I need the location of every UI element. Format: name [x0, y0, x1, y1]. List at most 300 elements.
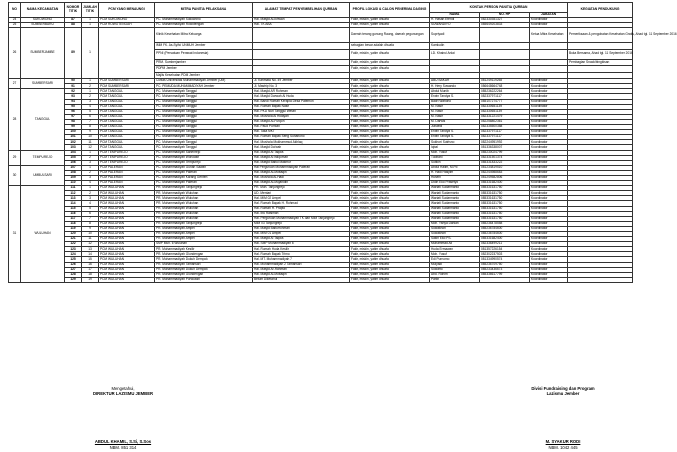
cell-jt: 2	[82, 155, 99, 160]
cell-mitra: PC. Muhammadiyah Paleran	[155, 181, 253, 186]
cell-mitra: IMM FK. As-Syifa' UNMUH Jember	[155, 43, 253, 50]
cell-alamat: Hal. Masjid AR Rohman	[253, 89, 350, 94]
cell-profil: Fakir, miskin, yatim dhuafa	[350, 206, 430, 211]
cell-alamat: Hal Perguruan Muhammadiyah Paleran	[253, 165, 350, 170]
cell-alamat: Hal. Muhammadiyah 2 Tamansari	[253, 262, 350, 267]
cell-profil: Fakir, miskin, yatim dhuafa	[350, 155, 430, 160]
cell-mitra: PR. Muhammadiyah Glundengan	[155, 252, 253, 257]
cell-nt: 107	[65, 165, 82, 170]
cell-profil: Fakir, miskin, yatim dhuafa	[350, 114, 430, 119]
cell-alamat	[253, 28, 350, 43]
table-row	[9, 28, 633, 43]
cell-profil: Fakir, miskin, yatim dhuafa	[350, 109, 430, 114]
cell-profil: Fakir, miskin, yatim dhuafa	[350, 191, 430, 196]
cell-jt: 3	[82, 160, 99, 165]
cell-profil: Fakir, miskin, yatim dhuafa	[350, 94, 430, 99]
cell-nt: 116	[65, 211, 82, 216]
cell-profil: Fakir, miskin, yatim dhuafa	[350, 257, 430, 262]
cell-nt: 109	[65, 175, 82, 180]
cell-no: 25	[9, 23, 21, 28]
cell-nt: 121	[65, 237, 82, 242]
cell-profil: Fakir, miskin, yatim dhuafa	[350, 160, 430, 165]
cell-jab: Koordinator	[530, 94, 568, 99]
cell-hp: 081234819510	[480, 165, 530, 170]
cell-nama: Parlin	[430, 277, 480, 282]
cell-kec: WULUHAN	[21, 186, 65, 283]
cell-profil: Fakir, miskin, yatim dhuafa	[350, 104, 430, 109]
cell-nt: 94	[65, 99, 82, 104]
cell-jt: 5	[82, 206, 99, 211]
cell-jab: Koordinator	[530, 221, 568, 226]
cell-profil: Fakir, miskin, yatim dhuafa	[350, 267, 430, 272]
signature-right-title: Lazismu Jember	[546, 391, 580, 396]
cell-alamat: Hal. MIM 02 Ampel	[253, 196, 350, 201]
cell-jab: Koordinator	[530, 257, 568, 262]
cell-mitra: Civitas Universitas Muhammadiyah Jember (UM)	[155, 79, 253, 84]
cell-jt: 6	[82, 114, 99, 119]
cell-nt: 128	[65, 272, 82, 277]
cell-mitra: PR. Muhammadiyah Wuluhan	[155, 196, 253, 201]
table-row	[9, 277, 633, 282]
cell-hp	[480, 277, 530, 282]
cell-nt: 113	[65, 196, 82, 201]
cell-alamat: Hal. Rumah Huda Kesilir	[253, 247, 350, 252]
cell-nama: M. Nasir	[430, 104, 480, 109]
cell-mitra: PR. Muhammadiyah Wuluhan	[155, 211, 253, 216]
cell-jab: Koordinator	[530, 145, 568, 150]
cell-hp: 082302237503	[480, 252, 530, 257]
cell-mitra: SMP Muh. 6 Wuluhan	[155, 242, 253, 247]
cell-jab: Koordinator	[530, 247, 568, 252]
cell-mitra: PC. Muhammadiyah Tanggul	[155, 104, 253, 109]
cell-profil: Fakir, miskin, yatim dhuafa	[350, 59, 430, 66]
cell-profil: Fakir, miskin, yatim dhuafa	[350, 272, 430, 277]
table-body	[9, 17, 677, 283]
cell-nt: 97	[65, 114, 82, 119]
cell-mitra: PC. Muhammadiyah Tanggul	[155, 119, 253, 124]
cell-hp: 081334990574	[480, 257, 530, 262]
cell-pcm: PCM TANGGUL	[99, 130, 155, 135]
cell-nama: SUWANDIYO	[430, 23, 480, 28]
cell-no: 24	[9, 18, 21, 23]
cell-nama: Moh. Yusuf	[430, 252, 480, 257]
cell-jab: Koordinator	[530, 272, 568, 277]
cell-mitra: PR. Muhammadiyah Ampel	[155, 237, 253, 242]
cell-jab: Koordinator	[530, 226, 568, 231]
cell-nt: 106	[65, 160, 82, 165]
header-kegiatan: KEGIATAN PENDUKUNG	[568, 3, 633, 18]
cell-alamat: Hal. MIM 01 Ampel	[253, 232, 350, 237]
cell-profil: Fakir, miskin, yatim dhuafa	[350, 196, 430, 201]
cell-nama: Wariati Sudarmanto	[430, 191, 480, 196]
cell-profil: Fakir, miskin, yatim dhuafa	[350, 165, 430, 170]
cell-nama: H. Hery Suwando	[430, 84, 480, 89]
cell-kec: TEMPUREJO	[21, 150, 65, 165]
cell-nt: 122	[65, 242, 82, 247]
cell-mitra: PR. Muhammadiyah Wuluhan	[155, 201, 253, 206]
cell-hp: 085107274777	[480, 99, 530, 104]
cell-jab: Koordinator	[530, 191, 568, 196]
cell-nt: 125	[65, 257, 82, 262]
cell-jt: 3	[82, 196, 99, 201]
cell-mitra: PC. Muhammadiyah Paleran	[155, 170, 253, 175]
cell-mitra: PC. Muhammadiyah Gunah Sawah	[155, 165, 253, 170]
cell-nama: Huda Ermawan	[430, 247, 480, 252]
cell-hp: 081357226154	[480, 247, 530, 252]
cell-hp: 085331833222	[480, 160, 530, 165]
cell-profil: Fakir, miskin, yatim dhuafa	[350, 119, 430, 124]
cell-pcm: PCM WULUHAN	[99, 206, 155, 211]
header-kecamatan: NAMA KECAMATAN	[21, 3, 65, 18]
cell-jab: Koordinator	[530, 175, 568, 180]
cell-mitra: PC. Muhammadiyah Tanggul	[155, 130, 253, 135]
cell-nt: 89	[65, 28, 82, 79]
cell-nama: Abdul Munib	[430, 89, 480, 94]
cell-hp: 082336499211	[480, 242, 530, 247]
cell-nama: M. Nasir	[430, 109, 480, 114]
cell-nama: Didin Eko Prasetyo	[430, 181, 480, 186]
cell-nama: Sakiri Eko PS.	[430, 237, 480, 242]
cell-jab: Koordinator	[530, 196, 568, 201]
cell-nama: Sukhori Sutrisno	[430, 140, 480, 145]
cell-jab: Koordinator	[530, 267, 568, 272]
header-kontak: KONTAK PERSON PANITIA QURBAN	[430, 3, 568, 13]
cell-nt: 123	[65, 247, 82, 252]
cell-pcm: PCM TANGGUL	[99, 99, 155, 104]
cell-mitra: PR. Muhammadiyah Dukuh Dempok	[155, 257, 253, 262]
cell-profil: Fakir, miskin, yatim dhuafa	[350, 66, 430, 73]
cell-hp: 085331631750	[480, 216, 530, 221]
cell-pcm: PCM TANGGUL	[99, 140, 155, 145]
cell-profil: Fakir, miskin, yatim dhuafa	[350, 49, 430, 59]
cell-mitra: PR. Muhammadiyah Dukuh Dempok	[155, 267, 253, 272]
cell-mitra: PR. Muhammadiyah Ampel	[155, 232, 253, 237]
cell-jt: 1	[82, 165, 99, 170]
cell-pcm: PCM WULUHAN	[99, 216, 155, 221]
cell-mitra: PC. Muhammadiyah Tanggul	[155, 145, 253, 150]
cell-nama: Wariati Sudarmanto	[430, 206, 480, 211]
cell-alamat: Hal. Masjid Al-Mujahidin	[253, 181, 350, 186]
cell-profil: Fakir, miskin, yatim dhuafa	[350, 252, 430, 257]
cell-hp: 082244951992	[480, 140, 530, 145]
cell-kec: SUKOWONO	[21, 18, 65, 23]
cell-jt: 14	[82, 252, 99, 257]
cell-alamat: Hal. Rumah Bapak H. Rohmad	[253, 201, 350, 206]
cell-pcm: PCM WULUHAN	[99, 277, 155, 282]
cell-alamat: Hal. Masjid Al-Furqon	[253, 119, 350, 124]
cell-mitra: PC. Muhammadiyah Tanggul	[155, 114, 253, 119]
cell-hp: 085331631750	[480, 186, 530, 191]
cell-jab: Koordinator	[530, 104, 568, 109]
cell-alamat: MIM 03 Tanjungrejo	[253, 221, 350, 226]
cell-nama: Abdul Halim, M.Pd	[430, 165, 480, 170]
cell-jab: Koordinator	[530, 109, 568, 114]
cell-pcm: PCM WULUHAN	[99, 267, 155, 272]
cell-jt: 19	[82, 277, 99, 282]
cell-jab: Koordinator	[530, 135, 568, 140]
cell-profil: Fakir, miskin, yatim dhuafa	[350, 242, 430, 247]
cell-mitra: PR. Muhammadiyah Purwoasri	[155, 277, 253, 282]
cell-jab: Koordinator	[530, 232, 568, 237]
cell-jt: 12	[82, 242, 99, 247]
cell-pcm: PCM PALERAN	[99, 181, 155, 186]
cell-hp	[480, 28, 530, 43]
cell-pcm: PCM ROWOTENGAH	[99, 23, 155, 28]
cell-alamat: Hal. Bandi Rumah Kerapia Desa Patemon	[253, 99, 350, 104]
cell-jt: 7	[82, 119, 99, 124]
cell-nama: Wariati Sudarmanto	[430, 196, 480, 201]
cell-jab: Koordinator	[530, 125, 568, 130]
cell-mitra: PR. Muhammadiyah Tamansari	[155, 262, 253, 267]
cell-jab: Koordinator	[530, 130, 568, 135]
cell-alamat	[253, 49, 350, 59]
cell-pcm: PCM PALERAN	[99, 170, 155, 175]
cell-hp: 082335500358	[480, 125, 530, 130]
cell-profil: Fakir, miskin, yatim dhuafa	[350, 79, 430, 84]
cell-nama: Suwarto	[430, 267, 480, 272]
cell-no: 31	[9, 186, 21, 283]
header-nama: NAMA	[430, 13, 480, 18]
cell-jab: Koordinator	[530, 89, 568, 94]
cell-pcm: PCM TANGGUL	[99, 109, 155, 114]
cell-nt: 90	[65, 79, 82, 84]
cell-jt: 2	[82, 170, 99, 175]
cell-mitra: PC. Muhammadiyah Karang Genten	[155, 175, 253, 180]
cell-no: 27	[9, 79, 21, 89]
cell-nama: Erwin Tandya S.	[430, 94, 480, 99]
cell-keg: Pembagian Snack/bingkisan	[568, 59, 633, 66]
cell-jab: Koordinator	[530, 211, 568, 216]
cell-profil: Fakir, miskin, yatim dhuafa	[350, 175, 430, 180]
cell-jt: 16	[82, 262, 99, 267]
cell-nt: 99	[65, 125, 82, 130]
cell-hp: 082330351327	[480, 18, 530, 23]
cell-nt: 101	[65, 135, 82, 140]
cell-jt: 3	[82, 175, 99, 180]
cell-alamat: Hal. Paud Purnian	[253, 125, 350, 130]
cell-nama: Abd. Rohim	[430, 272, 480, 277]
cell-hp: 082330651139	[480, 104, 530, 109]
cell-pcm: PCM PALERAN	[99, 175, 155, 180]
cell-alamat: Hal. Masjid Da'wah	[253, 145, 350, 150]
cell-mitra: PC. Muhammadiyah Rowotengah	[155, 23, 253, 28]
cell-alamat: PR. Muh. Tanjungrejo	[253, 186, 350, 191]
cell-alamat: Jl. Karimata No. 49 Jember	[253, 79, 350, 84]
cell-hp: 085236784600	[480, 226, 530, 231]
cell-jt: 18	[82, 272, 99, 277]
cell-hp: 085236478558	[480, 221, 530, 226]
cell-jt: 4	[82, 201, 99, 206]
cell-jt: 11	[82, 237, 99, 242]
cell-mitra: PC. Muhammadiyah Tanggul	[155, 109, 253, 114]
cell-alamat: Hal. Rumah Bapak Trimo	[253, 252, 350, 257]
cell-jab: Koordinator	[530, 23, 568, 28]
cell-profil: Fakir, miskin, yatim dhuafa	[350, 247, 430, 252]
cell-mitra: PC. Muhammadiyah Tanggul	[155, 94, 253, 99]
cell-jt: 12	[82, 145, 99, 150]
cell-pcm: PCM WULUHAN	[99, 272, 155, 277]
cell-mitra: Majlis Kesehatan PDM Jember	[155, 72, 253, 79]
cell-mitra: PR. Muhammadiyah Ampel	[155, 226, 253, 231]
cell-jt: 3	[82, 99, 99, 104]
cell-jt: 2	[82, 94, 99, 99]
signature-right-line1: Divisi Fundraising dan Program	[531, 386, 595, 391]
cell-profil: Fakir, miskin, yatim dhuafa	[350, 277, 430, 282]
cell-jab: Koordinator	[530, 114, 568, 119]
cell-nt: 110	[65, 181, 82, 186]
cell-hp: 085236784600	[480, 232, 530, 237]
cell-jab: Koordinator	[530, 277, 568, 282]
cell-nt: 120	[65, 232, 82, 237]
cell-nama: Husein	[430, 175, 480, 180]
cell-profil: Fakir, miskin, yatim dhuafa	[350, 216, 430, 221]
cell-pcm	[99, 28, 155, 79]
cell-nt: 124	[65, 252, 82, 257]
cell-keg: Pemeriksaan & pengobatan Kesehatan Gratis, Ahad tgl. 11 September 2016	[568, 28, 633, 43]
cell-nt: 108	[65, 170, 82, 175]
cell-keg	[568, 277, 633, 282]
table-header	[9, 3, 633, 18]
cell-jt: 5	[82, 109, 99, 114]
cell-jab: Koordinator	[530, 99, 568, 104]
cell-pcm: PCM WULUHAN	[99, 221, 155, 226]
cell-jab: Koordinator	[530, 262, 568, 267]
cell-alamat: Hal. Taka MKT	[253, 130, 350, 135]
cell-jt: 1	[82, 89, 99, 94]
cell-keg: Buka Bersama, Ahad tgl. 11 September 2016	[568, 49, 633, 59]
cell-profil: Fakir, miskin, yatim dhuafa	[350, 18, 430, 23]
header-jumlah-titik: JUMLAH TITIK	[82, 3, 99, 18]
cell-mitra: PC. Muhammadiyah Tanggul	[155, 99, 253, 104]
cell-profil: Fakir, miskin, yatim dhuafa	[350, 130, 430, 135]
cell-profil: Fakir, miskin, yatim dhuafa	[350, 125, 430, 130]
header-profil: PROFIL LOKASI & CALON PENERIMA DAGING	[350, 3, 430, 18]
cell-nama: Sutikin	[430, 160, 480, 165]
cell-jt: 17	[82, 267, 99, 272]
cell-jab: Koordinator	[530, 252, 568, 257]
cell-mitra: PC. Muhammadiyah Tanggul	[155, 140, 253, 145]
cell-pcm: PCM TEMPUREJO	[99, 150, 155, 155]
cell-profil: Fakir, miskin, yatim dhuafa	[350, 226, 430, 231]
cell-jab	[530, 49, 568, 59]
cell-jab: Koordinator	[530, 84, 568, 89]
cell-profil: Fakir, miskin, yatim dhuafa	[350, 181, 430, 186]
cell-nt: 102	[65, 140, 82, 145]
cell-hp: 085331631750	[480, 206, 530, 211]
cell-nt: 119	[65, 226, 82, 231]
cell-alamat: Hal. Rumah H. Prapto	[253, 206, 350, 211]
cell-hp: 085331631750	[480, 191, 530, 196]
cell-alamat: Hal. Mushola Al-Hadi	[253, 175, 350, 180]
cell-alamat: Jl. Mastrip No. 3	[253, 84, 350, 89]
cell-alamat: Hal. Masjid Al Taqwa	[253, 237, 350, 242]
cell-alamat: UD. Mentari	[253, 191, 350, 196]
cell-nama: ABU BAKAR	[430, 79, 480, 84]
signature-footer	[0, 386, 640, 452]
cell-mitra: PR. Muhammadiyah Wuluhan	[155, 191, 253, 196]
cell-jab: Koordinator	[530, 242, 568, 247]
cell-profil: Fakir, miskin, yatim dhuafa	[350, 221, 430, 226]
cell-mitra: PC. Muhammadiyah Sukowono	[155, 18, 253, 23]
cell-nama: Suwakhori	[430, 232, 480, 237]
cell-nama: H. Hasan Efendi	[430, 18, 480, 23]
cell-mitra: PC. Muhammadiyah Tanggul	[155, 135, 253, 140]
cell-hp: 085331682400	[480, 181, 530, 186]
cell-no: 28	[9, 89, 21, 150]
cell-nama: Wariati Sudarmanto	[430, 186, 480, 191]
cell-nama: Wariati Sudarmanto	[430, 216, 480, 221]
cell-jab: Koordinator	[530, 140, 568, 145]
cell-mitra: PPNI (Persatuan Perawat Indonesia)	[155, 49, 253, 59]
cell-jab: Koordinator	[530, 181, 568, 186]
cell-pcm: PCM SUMBERSARI	[99, 84, 155, 89]
cell-alamat: Hal. TK ABA	[253, 23, 350, 28]
cell-jt: 8	[82, 221, 99, 226]
cell-hp: 082337971117	[480, 135, 530, 140]
cell-nama: Iqbal	[430, 145, 480, 150]
cell-pcm: PCM WULUHAN	[99, 252, 155, 257]
cell-mitra: PC. Muhammadiyah Tanggul	[155, 89, 253, 94]
cell-nt: 100	[65, 130, 82, 135]
cell-nama: M. Darwis	[430, 119, 480, 124]
cell-kec: SUMBERBARU	[21, 23, 65, 28]
cell-no: 30	[9, 165, 21, 185]
cell-alamat: Hal. Rumah Bapak Seng Suhariono	[253, 135, 350, 140]
cell-kec: SUMBERSARI	[21, 79, 65, 89]
signature-left-name: ABDUL KHAMIL, S.Si, S.Sos	[94, 439, 152, 444]
cell-jt: 13	[82, 247, 99, 252]
signature-left-nbm: NBM. 851 314	[109, 445, 137, 450]
cell-alamat: Hal. MT. Muhammadiyah 7	[253, 257, 350, 262]
cell-nt: 126	[65, 262, 82, 267]
cell-nama: Erwin Tandya S.	[430, 130, 480, 135]
cell-nt: 114	[65, 201, 82, 206]
cell-hp: 085236709750	[480, 262, 530, 267]
cell-profil: Fakir, miskin, yatim dhuafa	[350, 135, 430, 140]
cell-nt: 115	[65, 206, 82, 211]
cell-jt: 10	[82, 135, 99, 140]
cell-profil: Fakir, miskin, yatim dhuafa	[350, 89, 430, 94]
cell-pcm: PCM WULUHAN	[99, 201, 155, 206]
cell-nama: Kamludin	[430, 43, 480, 50]
cell-pcm: PCM WULUHAN	[99, 211, 155, 216]
cell-profil: Fakir, miskin, yatim dhuafa	[350, 201, 430, 206]
cell-profil: Fakir, miskin, yatim dhuafa	[350, 186, 430, 191]
cell-mitra: Klinik Kesehatan Mitra Keluarga	[155, 28, 253, 43]
cell-mitra: PDPM Jember	[155, 66, 253, 73]
cell-jt: 1	[82, 79, 99, 84]
cell-mitra: PC. Muhammadiyah Tempurejo	[155, 160, 253, 165]
cell-jab: Koordinator	[530, 119, 568, 124]
cell-hp: 085236222264	[480, 89, 530, 94]
cell-pcm: PCM TANGGUL	[99, 145, 155, 150]
cell-pcm: PCM SUKOWONO	[99, 18, 155, 23]
header-nohp: NO. HP	[480, 13, 530, 18]
cell-nama: Suwakhori	[430, 226, 480, 231]
cell-nt: 104	[65, 150, 82, 155]
cell-profil: Daerah terang gunung Raung, daerah pegunungan	[350, 28, 430, 43]
cell-jab: Koordinator	[530, 150, 568, 155]
cell-alamat: Hal. PKU Nuri Tanggul Wetan	[253, 109, 350, 114]
cell-nt: 105	[65, 155, 82, 160]
cell-pcm: PCM WULUHAN	[99, 247, 155, 252]
cell-jt: 1	[82, 150, 99, 155]
cell-alamat: Hal. Masjid Al-Muttaqin	[253, 170, 350, 175]
cell-pcm: PCM TEMPUREJO	[99, 155, 155, 160]
signature-left	[48, 386, 198, 450]
cell-jt: 9	[82, 130, 99, 135]
cell-no: 26	[9, 28, 21, 79]
